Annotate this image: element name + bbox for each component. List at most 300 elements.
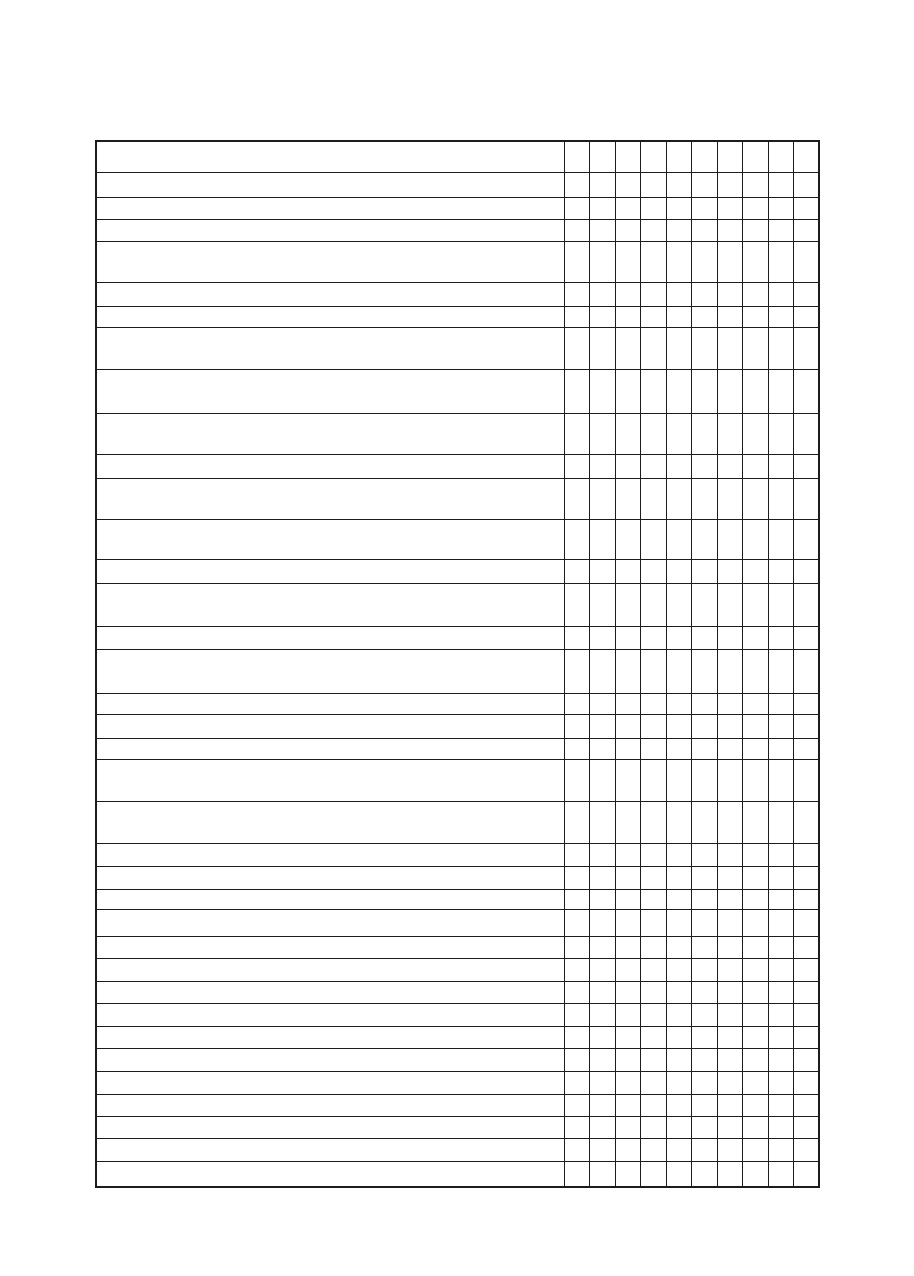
mark-cell bbox=[641, 1138, 667, 1161]
description-cell bbox=[96, 413, 564, 454]
mark-cell bbox=[641, 197, 667, 219]
mark-cell bbox=[615, 1161, 641, 1187]
mark-cell bbox=[564, 282, 590, 306]
mark-cell bbox=[641, 981, 667, 1003]
mark-cell bbox=[717, 936, 743, 958]
mark-cell bbox=[743, 241, 769, 282]
mark-cell bbox=[590, 1161, 616, 1187]
mark-cell bbox=[768, 282, 794, 306]
description-cell bbox=[96, 981, 564, 1003]
mark-cell bbox=[794, 866, 820, 889]
mark-cell bbox=[717, 1116, 743, 1138]
description-cell bbox=[96, 626, 564, 649]
description-cell bbox=[96, 327, 564, 369]
mark-cell bbox=[666, 936, 692, 958]
mark-cell bbox=[717, 1048, 743, 1071]
mark-cell bbox=[794, 1003, 820, 1026]
mark-cell bbox=[768, 519, 794, 559]
mark-cell bbox=[615, 327, 641, 369]
mark-cell bbox=[615, 958, 641, 981]
mark-cell bbox=[641, 889, 667, 909]
mark-cell bbox=[768, 909, 794, 936]
mark-cell bbox=[641, 714, 667, 738]
mark-cell bbox=[590, 1138, 616, 1161]
table-row bbox=[96, 981, 819, 1003]
mark-cell bbox=[743, 649, 769, 693]
mark-cell bbox=[717, 583, 743, 626]
mark-cell bbox=[564, 889, 590, 909]
table-row bbox=[96, 1071, 819, 1094]
description-cell bbox=[96, 866, 564, 889]
description-cell bbox=[96, 738, 564, 759]
mark-cell bbox=[768, 1138, 794, 1161]
mark-cell bbox=[692, 241, 718, 282]
description-cell bbox=[96, 241, 564, 282]
mark-cell bbox=[768, 197, 794, 219]
mark-cell bbox=[692, 172, 718, 197]
mark-cell bbox=[564, 172, 590, 197]
table-row bbox=[96, 909, 819, 936]
mark-cell bbox=[590, 141, 616, 172]
description-cell bbox=[96, 197, 564, 219]
description-cell bbox=[96, 478, 564, 519]
mark-cell bbox=[564, 1048, 590, 1071]
mark-cell bbox=[666, 1116, 692, 1138]
mark-cell bbox=[717, 559, 743, 583]
mark-cell bbox=[564, 936, 590, 958]
mark-cell bbox=[564, 559, 590, 583]
mark-cell bbox=[692, 327, 718, 369]
mark-cell bbox=[743, 1138, 769, 1161]
mark-cell bbox=[717, 197, 743, 219]
mark-cell bbox=[666, 693, 692, 714]
description-cell bbox=[96, 693, 564, 714]
mark-cell bbox=[768, 1161, 794, 1187]
mark-cell bbox=[794, 693, 820, 714]
table-row bbox=[96, 801, 819, 843]
mark-cell bbox=[743, 1116, 769, 1138]
mark-cell bbox=[717, 1071, 743, 1094]
mark-cell bbox=[743, 1094, 769, 1116]
mark-cell bbox=[641, 626, 667, 649]
mark-cell bbox=[692, 843, 718, 866]
mark-cell bbox=[564, 306, 590, 327]
mark-cell bbox=[794, 141, 820, 172]
mark-cell bbox=[717, 241, 743, 282]
mark-cell bbox=[590, 172, 616, 197]
mark-cell bbox=[717, 1138, 743, 1161]
mark-cell bbox=[692, 1003, 718, 1026]
mark-cell bbox=[768, 958, 794, 981]
mark-cell bbox=[794, 843, 820, 866]
mark-cell bbox=[641, 759, 667, 801]
mark-cell bbox=[615, 693, 641, 714]
table-row bbox=[96, 519, 819, 559]
mark-cell bbox=[717, 519, 743, 559]
mark-cell bbox=[564, 738, 590, 759]
table-row bbox=[96, 649, 819, 693]
mark-cell bbox=[666, 1026, 692, 1048]
description-cell bbox=[96, 306, 564, 327]
table-row bbox=[96, 172, 819, 197]
mark-cell bbox=[666, 759, 692, 801]
mark-cell bbox=[666, 583, 692, 626]
table-row bbox=[96, 559, 819, 583]
mark-cell bbox=[641, 1161, 667, 1187]
mark-cell bbox=[794, 1026, 820, 1048]
mark-cell bbox=[641, 738, 667, 759]
mark-cell bbox=[590, 1048, 616, 1071]
mark-cell bbox=[692, 583, 718, 626]
mark-cell bbox=[768, 889, 794, 909]
description-cell bbox=[96, 936, 564, 958]
mark-cell bbox=[590, 369, 616, 413]
description-cell bbox=[96, 1071, 564, 1094]
mark-cell bbox=[743, 219, 769, 241]
mark-cell bbox=[794, 649, 820, 693]
mark-cell bbox=[692, 693, 718, 714]
table-row bbox=[96, 282, 819, 306]
mark-cell bbox=[641, 1071, 667, 1094]
mark-cell bbox=[564, 759, 590, 801]
mark-cell bbox=[768, 369, 794, 413]
mark-cell bbox=[666, 649, 692, 693]
mark-cell bbox=[590, 241, 616, 282]
mark-cell bbox=[743, 759, 769, 801]
mark-cell bbox=[666, 1094, 692, 1116]
mark-cell bbox=[692, 759, 718, 801]
mark-cell bbox=[743, 559, 769, 583]
table-row bbox=[96, 413, 819, 454]
mark-cell bbox=[743, 306, 769, 327]
mark-cell bbox=[564, 1026, 590, 1048]
mark-cell bbox=[794, 559, 820, 583]
mark-cell bbox=[666, 889, 692, 909]
mark-cell bbox=[717, 306, 743, 327]
mark-cell bbox=[590, 759, 616, 801]
mark-cell bbox=[641, 241, 667, 282]
mark-cell bbox=[794, 172, 820, 197]
mark-cell bbox=[717, 958, 743, 981]
mark-cell bbox=[692, 197, 718, 219]
mark-cell bbox=[692, 649, 718, 693]
description-cell bbox=[96, 843, 564, 866]
mark-cell bbox=[590, 909, 616, 936]
mark-cell bbox=[794, 519, 820, 559]
mark-cell bbox=[590, 738, 616, 759]
mark-cell bbox=[615, 282, 641, 306]
mark-cell bbox=[666, 843, 692, 866]
mark-cell bbox=[564, 1116, 590, 1138]
mark-cell bbox=[564, 693, 590, 714]
blank-table bbox=[95, 140, 820, 1188]
mark-cell bbox=[794, 889, 820, 909]
mark-cell bbox=[615, 714, 641, 738]
mark-cell bbox=[743, 738, 769, 759]
mark-cell bbox=[615, 519, 641, 559]
mark-cell bbox=[564, 843, 590, 866]
mark-cell bbox=[641, 1048, 667, 1071]
mark-cell bbox=[794, 369, 820, 413]
mark-cell bbox=[692, 282, 718, 306]
description-cell bbox=[96, 219, 564, 241]
mark-cell bbox=[743, 369, 769, 413]
mark-cell bbox=[564, 519, 590, 559]
mark-cell bbox=[590, 936, 616, 958]
table-row bbox=[96, 241, 819, 282]
mark-cell bbox=[564, 197, 590, 219]
mark-cell bbox=[717, 1094, 743, 1116]
mark-cell bbox=[794, 1071, 820, 1094]
mark-cell bbox=[717, 626, 743, 649]
mark-cell bbox=[743, 1026, 769, 1048]
mark-cell bbox=[641, 693, 667, 714]
mark-cell bbox=[692, 1048, 718, 1071]
mark-cell bbox=[794, 626, 820, 649]
mark-cell bbox=[794, 583, 820, 626]
mark-cell bbox=[590, 693, 616, 714]
mark-cell bbox=[590, 327, 616, 369]
mark-cell bbox=[692, 801, 718, 843]
mark-cell bbox=[717, 369, 743, 413]
mark-cell bbox=[768, 559, 794, 583]
mark-cell bbox=[666, 626, 692, 649]
mark-cell bbox=[692, 559, 718, 583]
description-cell bbox=[96, 1116, 564, 1138]
description-cell bbox=[96, 1003, 564, 1026]
mark-cell bbox=[794, 197, 820, 219]
mark-cell bbox=[590, 583, 616, 626]
description-cell bbox=[96, 801, 564, 843]
mark-cell bbox=[666, 801, 692, 843]
mark-cell bbox=[717, 801, 743, 843]
mark-cell bbox=[615, 866, 641, 889]
description-cell bbox=[96, 889, 564, 909]
mark-cell bbox=[743, 413, 769, 454]
table-row bbox=[96, 626, 819, 649]
mark-cell bbox=[743, 172, 769, 197]
mark-cell bbox=[564, 649, 590, 693]
mark-cell bbox=[615, 306, 641, 327]
mark-cell bbox=[743, 197, 769, 219]
mark-cell bbox=[743, 909, 769, 936]
mark-cell bbox=[641, 866, 667, 889]
mark-cell bbox=[564, 981, 590, 1003]
mark-cell bbox=[717, 649, 743, 693]
mark-cell bbox=[564, 626, 590, 649]
mark-cell bbox=[768, 141, 794, 172]
mark-cell bbox=[717, 1003, 743, 1026]
description-cell bbox=[96, 759, 564, 801]
mark-cell bbox=[615, 738, 641, 759]
mark-cell bbox=[641, 327, 667, 369]
mark-cell bbox=[743, 714, 769, 738]
mark-cell bbox=[717, 843, 743, 866]
mark-cell bbox=[641, 958, 667, 981]
mark-cell bbox=[692, 219, 718, 241]
mark-cell bbox=[666, 141, 692, 172]
mark-cell bbox=[717, 219, 743, 241]
mark-cell bbox=[794, 1116, 820, 1138]
mark-cell bbox=[768, 306, 794, 327]
mark-cell bbox=[641, 172, 667, 197]
mark-cell bbox=[768, 1116, 794, 1138]
mark-cell bbox=[768, 843, 794, 866]
mark-cell bbox=[794, 1048, 820, 1071]
mark-cell bbox=[692, 889, 718, 909]
mark-cell bbox=[717, 1161, 743, 1187]
mark-cell bbox=[590, 197, 616, 219]
table-row bbox=[96, 583, 819, 626]
mark-cell bbox=[590, 889, 616, 909]
mark-cell bbox=[692, 1026, 718, 1048]
mark-cell bbox=[768, 801, 794, 843]
mark-cell bbox=[666, 909, 692, 936]
mark-cell bbox=[743, 843, 769, 866]
mark-cell bbox=[666, 369, 692, 413]
mark-cell bbox=[590, 958, 616, 981]
mark-cell bbox=[564, 714, 590, 738]
table-row bbox=[96, 219, 819, 241]
mark-cell bbox=[615, 1094, 641, 1116]
mark-cell bbox=[615, 936, 641, 958]
mark-cell bbox=[615, 1116, 641, 1138]
mark-cell bbox=[768, 1048, 794, 1071]
mark-cell bbox=[743, 1048, 769, 1071]
mark-cell bbox=[615, 843, 641, 866]
mark-cell bbox=[590, 219, 616, 241]
mark-cell bbox=[666, 1003, 692, 1026]
mark-cell bbox=[743, 141, 769, 172]
mark-cell bbox=[768, 241, 794, 282]
mark-cell bbox=[794, 981, 820, 1003]
mark-cell bbox=[692, 519, 718, 559]
description-cell bbox=[96, 1138, 564, 1161]
description-cell bbox=[96, 1026, 564, 1048]
mark-cell bbox=[794, 909, 820, 936]
mark-cell bbox=[641, 141, 667, 172]
mark-cell bbox=[615, 219, 641, 241]
mark-cell bbox=[641, 478, 667, 519]
mark-cell bbox=[717, 909, 743, 936]
table-row bbox=[96, 866, 819, 889]
mark-cell bbox=[590, 1003, 616, 1026]
table-row bbox=[96, 1026, 819, 1048]
mark-cell bbox=[794, 478, 820, 519]
description-cell bbox=[96, 958, 564, 981]
mark-cell bbox=[768, 1094, 794, 1116]
mark-cell bbox=[615, 241, 641, 282]
mark-cell bbox=[666, 866, 692, 889]
mark-cell bbox=[615, 172, 641, 197]
description-cell bbox=[96, 583, 564, 626]
mark-cell bbox=[615, 141, 641, 172]
mark-cell bbox=[717, 413, 743, 454]
description-cell bbox=[96, 369, 564, 413]
mark-cell bbox=[615, 454, 641, 478]
mark-cell bbox=[666, 714, 692, 738]
mark-cell bbox=[615, 801, 641, 843]
mark-cell bbox=[615, 369, 641, 413]
mark-cell bbox=[564, 958, 590, 981]
mark-cell bbox=[717, 282, 743, 306]
mark-cell bbox=[615, 649, 641, 693]
mark-cell bbox=[641, 306, 667, 327]
mark-cell bbox=[692, 454, 718, 478]
mark-cell bbox=[717, 693, 743, 714]
mark-cell bbox=[641, 219, 667, 241]
mark-cell bbox=[768, 1026, 794, 1048]
mark-cell bbox=[615, 583, 641, 626]
mark-cell bbox=[641, 649, 667, 693]
mark-cell bbox=[743, 801, 769, 843]
mark-cell bbox=[590, 1116, 616, 1138]
description-cell bbox=[96, 282, 564, 306]
description-cell bbox=[96, 519, 564, 559]
mark-cell bbox=[692, 958, 718, 981]
mark-cell bbox=[564, 369, 590, 413]
mark-cell bbox=[768, 172, 794, 197]
mark-cell bbox=[692, 866, 718, 889]
mark-cell bbox=[590, 454, 616, 478]
mark-cell bbox=[768, 413, 794, 454]
mark-cell bbox=[641, 454, 667, 478]
mark-cell bbox=[590, 478, 616, 519]
description-cell bbox=[96, 141, 564, 172]
mark-cell bbox=[564, 327, 590, 369]
mark-cell bbox=[768, 759, 794, 801]
mark-cell bbox=[768, 738, 794, 759]
description-cell bbox=[96, 1048, 564, 1071]
mark-cell bbox=[717, 759, 743, 801]
mark-cell bbox=[717, 981, 743, 1003]
mark-cell bbox=[743, 583, 769, 626]
mark-cell bbox=[590, 626, 616, 649]
mark-cell bbox=[641, 559, 667, 583]
mark-cell bbox=[794, 241, 820, 282]
mark-cell bbox=[692, 141, 718, 172]
table-row bbox=[96, 1161, 819, 1187]
mark-cell bbox=[768, 936, 794, 958]
mark-cell bbox=[692, 1138, 718, 1161]
mark-cell bbox=[641, 369, 667, 413]
mark-cell bbox=[743, 626, 769, 649]
mark-cell bbox=[768, 714, 794, 738]
mark-cell bbox=[615, 1138, 641, 1161]
mark-cell bbox=[794, 282, 820, 306]
description-cell bbox=[96, 172, 564, 197]
mark-cell bbox=[794, 936, 820, 958]
mark-cell bbox=[743, 866, 769, 889]
mark-cell bbox=[666, 1161, 692, 1187]
mark-cell bbox=[615, 413, 641, 454]
mark-cell bbox=[743, 889, 769, 909]
mark-cell bbox=[590, 866, 616, 889]
mark-cell bbox=[717, 454, 743, 478]
table-row bbox=[96, 714, 819, 738]
mark-cell bbox=[666, 306, 692, 327]
mark-cell bbox=[692, 1161, 718, 1187]
mark-cell bbox=[692, 936, 718, 958]
table-row bbox=[96, 1116, 819, 1138]
description-cell bbox=[96, 559, 564, 583]
mark-cell bbox=[666, 478, 692, 519]
mark-cell bbox=[768, 583, 794, 626]
mark-cell bbox=[692, 626, 718, 649]
mark-cell bbox=[564, 801, 590, 843]
mark-cell bbox=[615, 626, 641, 649]
mark-cell bbox=[666, 1048, 692, 1071]
